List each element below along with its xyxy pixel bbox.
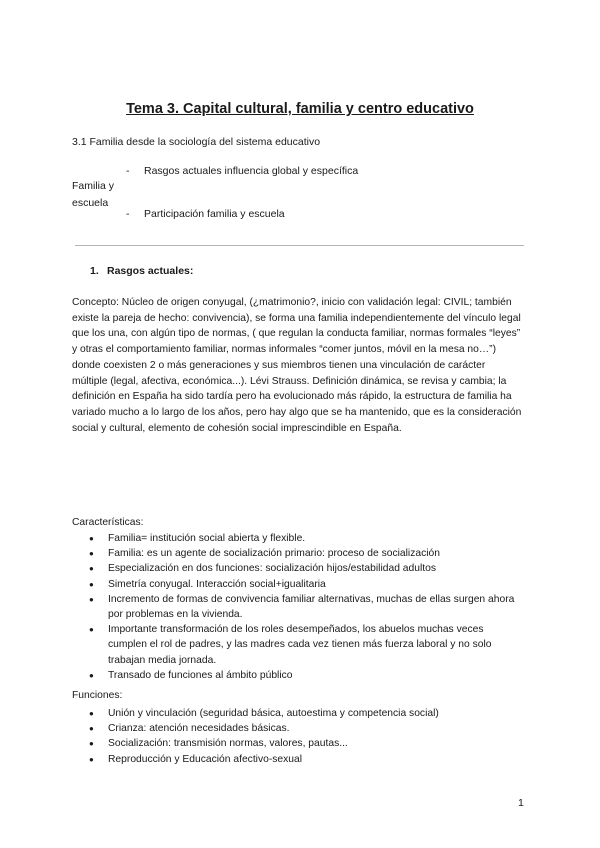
- bullet-icon: ●: [89, 709, 94, 718]
- bullet-icon: ●: [89, 549, 94, 559]
- bullet-icon: ●: [89, 670, 94, 680]
- page-number: 1: [518, 797, 524, 809]
- list-item: ● Incremento de formas de convivencia familiar alternativas, muchas de ellas surgen ahora por problemas en la vivienda.: [89, 593, 515, 621]
- funciones-list: [72, 706, 524, 767]
- section-heading-rasgos: [90, 265, 193, 277]
- bullet-icon: ●: [89, 754, 94, 764]
- bullet-icon: ●: [89, 564, 94, 574]
- bullet-icon: ●: [89, 625, 94, 635]
- topic-dash: -: [126, 208, 130, 220]
- list-item: ● Simetría conyugal. Interacción social+igualitaria: [72, 577, 524, 592]
- list-item: ● Familia= institución social abierta y flexible.: [72, 531, 524, 546]
- document-title: Tema 3. Capital cultural, familia y centro educativo: [126, 101, 474, 117]
- list-item: ● Socialización: transmisión normas, valores, pautas...: [72, 736, 524, 751]
- bullet-icon: ●: [89, 739, 94, 749]
- list-item: ● Reproducción y Educación afectivo-sexual: [72, 752, 524, 767]
- topic-item-rasgos: Rasgos actuales influencia global y específica: [144, 165, 359, 177]
- list-item: ● Unión y vinculación (seguridad básica, autoestima y competencia social): [72, 706, 524, 721]
- caracteristicas-list: [72, 531, 524, 683]
- list-item: ● Transado de funciones al ámbito público: [72, 668, 524, 683]
- concepto-paragraph: Concepto: Núcleo de origen conyugal, (¿matrimonio?, inicio con validación legal: CIVIL; también existe la pareja de hecho: convivencia), se forma una familia independientemente del vínculo legal que los una, con algún tipo de normas, ( que regulan la conducta familiar, normas formales “leyes” y otras el comportamiento familiar, normas informales “comer juntos, móvil en la mesa no…”) donde coexisten 2 o más generaciones y sus miembros tienen una vinculación de carácter múltiple (legal, afectiva, económica...). Lévi Strauss. Definición dinámica, se revisa y cambia; la definición en España ha sido tardía pero ha evolucionado más rápido, la estructura de familia ha variado mucho a lo largo de los años, pero hay algo que se ha mantenido, que es la consideración social y cultural, elemento de cohesión social imprescindible en España.: [72, 297, 522, 434]
- bullet-icon: ●: [89, 724, 94, 734]
- topic-label-line-2: escuela: [72, 197, 109, 209]
- topic-label-line-1: Familia y: [72, 180, 115, 192]
- section-heading-text: Rasgos actuales:: [107, 265, 194, 277]
- list-item: ● Familia: es un agente de socialización primario: proceso de socialización: [72, 546, 524, 561]
- funciones-label: Funciones:: [72, 690, 123, 701]
- list-item: ● Importante transformación de los roles desempeñados, los abuelos muchas veces cumplen el rol de padres, y las madres cada vez tienen más fuerza laboral y no solo trabajan media jornada.: [89, 624, 492, 666]
- bullet-icon: ●: [89, 594, 94, 604]
- list-item: ● Especialización en dos funciones: socialización hijos/estabilidad adultos: [72, 561, 524, 576]
- bullet-icon: ●: [89, 579, 94, 589]
- subsection-heading: 3.1 Familia desde la sociología del sistema educativo: [72, 136, 321, 148]
- list-item: ● Crianza: atención necesidades básicas.: [72, 721, 524, 736]
- caracteristicas-label: Características:: [72, 517, 144, 528]
- topic-dash: -: [126, 165, 130, 177]
- horizontal-divider: [75, 245, 524, 246]
- bullet-icon: ●: [89, 534, 94, 543]
- section-number: 1.: [90, 265, 99, 277]
- topic-item-participacion: Participación familia y escuela: [144, 208, 285, 220]
